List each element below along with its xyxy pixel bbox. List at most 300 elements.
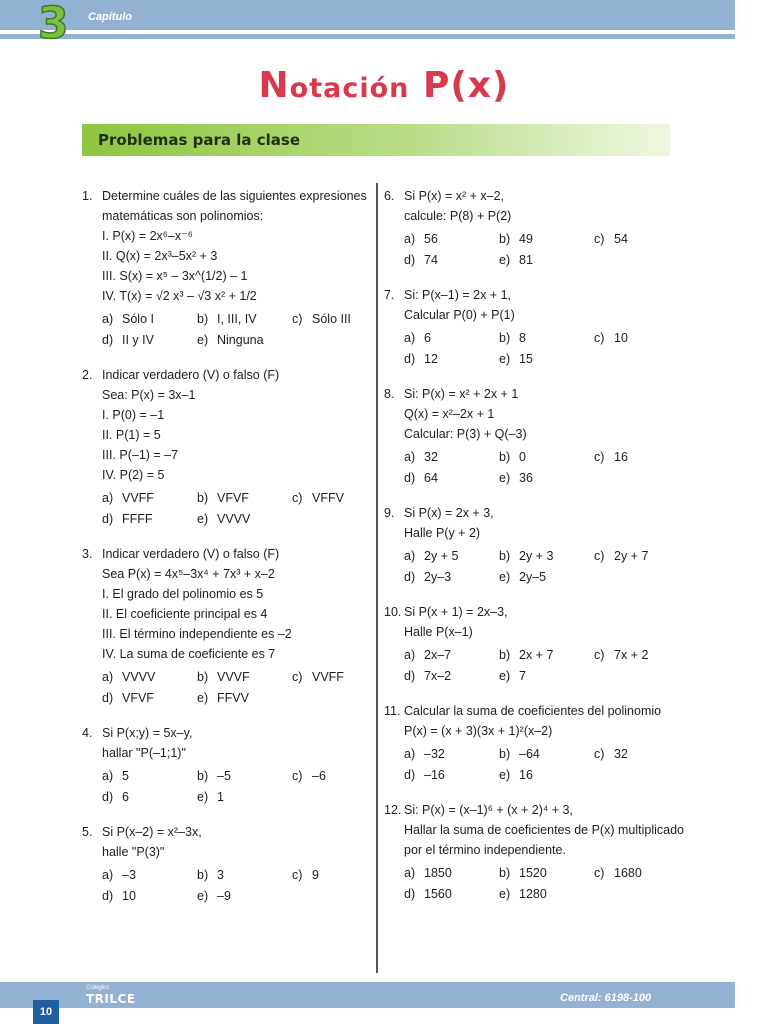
answer-option xyxy=(197,688,292,709)
option-letter: a) xyxy=(102,670,114,684)
problem-text: P(x) = (x + 3)(3x + 1)²(x–2) xyxy=(404,724,553,738)
option-letter: a) xyxy=(102,312,114,326)
problem-text: Si: P(x) = x² + 2x + 1 xyxy=(404,387,519,401)
problem-line xyxy=(384,305,684,325)
option-letter: c) xyxy=(594,450,605,464)
option-value: 6 xyxy=(424,331,431,345)
option-letter: e) xyxy=(499,669,511,683)
answer-options xyxy=(384,863,684,905)
option-value: 10 xyxy=(614,331,628,345)
problem-number: 5. xyxy=(82,825,93,839)
answer-option xyxy=(594,229,694,250)
title-second: P(x) xyxy=(422,65,510,106)
answer-option xyxy=(404,250,499,271)
option-value: –16 xyxy=(424,768,445,782)
option-letter: b) xyxy=(197,769,209,783)
answer-options xyxy=(82,865,372,907)
problem-number: 9. xyxy=(384,506,395,520)
option-letter: e) xyxy=(499,253,511,267)
answer-option xyxy=(102,688,197,709)
answer-option xyxy=(499,250,594,271)
option-value: VVVV xyxy=(217,512,251,526)
chapter-label: Capítulo xyxy=(88,11,132,23)
problem-line xyxy=(82,822,372,842)
option-value: 2y + 5 xyxy=(424,549,459,563)
problem-text: Calcular P(0) + P(1) xyxy=(404,308,515,322)
option-letter: d) xyxy=(102,333,114,347)
option-value: Sólo I xyxy=(122,312,154,326)
problem-text: Halle P(y + 2) xyxy=(404,526,481,540)
option-letter: b) xyxy=(499,866,511,880)
option-letter: e) xyxy=(197,889,209,903)
problem-line xyxy=(384,206,684,226)
problem-line xyxy=(384,424,684,444)
problem-text: I. P(x) = 2x⁶–x⁻⁶ xyxy=(102,229,193,243)
option-letter: d) xyxy=(102,889,114,903)
title-rest: otación xyxy=(289,73,410,104)
answer-option xyxy=(404,744,499,765)
problem-line xyxy=(384,384,684,404)
answer-option xyxy=(499,884,594,905)
problem-line xyxy=(82,644,372,664)
problem-text: III. P(–1) = –7 xyxy=(102,448,179,462)
answer-option xyxy=(499,744,594,765)
problem-line xyxy=(82,445,372,465)
option-value: I, III, IV xyxy=(217,312,257,326)
option-value: VVVV xyxy=(122,670,156,684)
option-value: VVFF xyxy=(122,491,154,505)
answer-option xyxy=(197,330,292,351)
option-value: 2y–3 xyxy=(424,570,452,584)
answer-option xyxy=(197,766,292,787)
problem-text: Hallar la suma de coeficientes de P(x) multiplicado xyxy=(404,823,684,837)
option-letter: b) xyxy=(499,648,511,662)
answer-option xyxy=(499,447,594,468)
option-letter: b) xyxy=(499,331,511,345)
option-value: 54 xyxy=(614,232,628,246)
option-letter: e) xyxy=(499,570,511,584)
answer-option xyxy=(197,488,292,509)
option-value: II y IV xyxy=(122,333,154,347)
option-value: 2y–5 xyxy=(519,570,547,584)
answer-option xyxy=(197,886,292,907)
problem-text: III. El término independiente es –2 xyxy=(102,627,292,641)
problem-text: halle "P(3)" xyxy=(102,845,165,859)
option-value: 32 xyxy=(424,450,438,464)
problem-line xyxy=(384,820,684,840)
option-letter: a) xyxy=(404,866,416,880)
answer-options xyxy=(82,667,372,709)
answer-option xyxy=(404,468,499,489)
problem-text: Sea P(x) = 4x⁵–3x⁴ + 7x³ + x–2 xyxy=(102,567,275,581)
option-letter: b) xyxy=(197,868,209,882)
option-letter: a) xyxy=(404,331,416,345)
option-letter: a) xyxy=(102,868,114,882)
problem-text: Sea: P(x) = 3x–1 xyxy=(102,388,196,402)
option-value: 2y + 3 xyxy=(519,549,554,563)
answer-option xyxy=(197,509,292,530)
problem-line xyxy=(82,544,372,564)
option-letter: d) xyxy=(404,570,416,584)
option-value: Ninguna xyxy=(217,333,264,347)
problem xyxy=(384,503,684,588)
answer-option xyxy=(292,865,392,886)
answer-options xyxy=(82,309,372,351)
left-column xyxy=(82,186,372,921)
option-letter: b) xyxy=(499,232,511,246)
problem-text: IV. La suma de coeficiente es 7 xyxy=(102,647,276,661)
option-value: Sólo III xyxy=(312,312,351,326)
problem-line xyxy=(82,743,372,763)
answer-option xyxy=(404,765,499,786)
option-letter: e) xyxy=(197,691,209,705)
answer-option xyxy=(499,328,594,349)
problem-line xyxy=(82,226,372,246)
answer-option xyxy=(499,666,594,687)
problem-line xyxy=(82,246,372,266)
option-letter: d) xyxy=(102,790,114,804)
problem xyxy=(384,285,684,370)
problem-line xyxy=(384,503,684,523)
option-value: 56 xyxy=(424,232,438,246)
option-letter: d) xyxy=(404,768,416,782)
problem-number: 11. xyxy=(384,704,401,718)
problem xyxy=(82,544,372,709)
option-value: –32 xyxy=(424,747,445,761)
answer-option xyxy=(594,863,694,884)
problem-line xyxy=(82,584,372,604)
answer-option xyxy=(404,447,499,468)
option-letter: d) xyxy=(404,253,416,267)
option-letter: e) xyxy=(499,471,511,485)
option-value: FFVV xyxy=(217,691,249,705)
option-value: 8 xyxy=(519,331,526,345)
option-letter: c) xyxy=(594,549,605,563)
problem-text: II. Q(x) = 2x³–5x² + 3 xyxy=(102,249,218,263)
answer-option xyxy=(499,645,594,666)
answer-option xyxy=(499,546,594,567)
problem-line xyxy=(384,404,684,424)
problem-line xyxy=(82,564,372,584)
page-title xyxy=(0,65,768,106)
answer-option xyxy=(197,865,292,886)
problem-text: Si P(x–2) = x²–3x, xyxy=(102,825,202,839)
problem-line xyxy=(384,721,684,741)
problem-number: 4. xyxy=(82,726,93,740)
problem-text: Determine cuáles de las siguientes expresiones xyxy=(102,189,367,203)
problem-text: hallar "P(–1;1)" xyxy=(102,746,186,760)
problem-text: matemáticas son polinomios: xyxy=(102,209,264,223)
problem xyxy=(384,800,684,905)
option-letter: b) xyxy=(499,549,511,563)
option-value: 5 xyxy=(122,769,129,783)
problem-text: Si: P(x–1) = 2x + 1, xyxy=(404,288,511,302)
option-letter: b) xyxy=(197,491,209,505)
answer-option xyxy=(292,766,392,787)
option-letter: a) xyxy=(404,747,416,761)
option-value: 16 xyxy=(614,450,628,464)
option-value: 2x + 7 xyxy=(519,648,554,662)
problem-number: 12. xyxy=(384,803,402,817)
problem-line xyxy=(384,800,684,820)
answer-option xyxy=(499,765,594,786)
option-letter: d) xyxy=(102,512,114,526)
problem xyxy=(384,602,684,687)
problem-number: 10. xyxy=(384,605,402,619)
problem-line xyxy=(82,266,372,286)
problem-line xyxy=(82,206,372,226)
option-value: VVFF xyxy=(312,670,344,684)
problem-number: 7. xyxy=(384,288,395,302)
problem-text: I. El grado del polinomio es 5 xyxy=(102,587,264,601)
option-letter: c) xyxy=(292,491,303,505)
header-line xyxy=(0,34,735,39)
option-letter: c) xyxy=(594,866,605,880)
answer-option xyxy=(102,787,197,808)
problem-text: IV. T(x) = √2 x³ – √3 x² + 1/2 xyxy=(102,289,257,303)
answer-options xyxy=(82,766,372,808)
option-letter: b) xyxy=(499,747,511,761)
problem xyxy=(82,186,372,351)
option-letter: c) xyxy=(292,670,303,684)
option-letter: d) xyxy=(102,691,114,705)
answer-options xyxy=(384,447,684,489)
problem-line xyxy=(82,186,372,206)
problem-line xyxy=(82,425,372,445)
problem-text: II. El coeficiente principal es 4 xyxy=(102,607,268,621)
option-letter: a) xyxy=(404,450,416,464)
option-value: 9 xyxy=(312,868,319,882)
answer-option xyxy=(404,546,499,567)
problem-line xyxy=(82,365,372,385)
answer-option xyxy=(197,309,292,330)
problem-text: III. S(x) = x⁵ – 3x^(1/2) – 1 xyxy=(102,269,248,283)
problem-line xyxy=(384,602,684,622)
problem-text: Indicar verdadero (V) o falso (F) xyxy=(102,547,280,561)
answer-option xyxy=(404,863,499,884)
right-column xyxy=(384,186,684,919)
option-value: 16 xyxy=(519,768,533,782)
answer-option xyxy=(102,865,197,886)
answer-option xyxy=(197,667,292,688)
option-letter: c) xyxy=(594,331,605,345)
answer-option xyxy=(404,349,499,370)
answer-option xyxy=(594,645,694,666)
option-letter: c) xyxy=(594,648,605,662)
option-value: 7 xyxy=(519,669,526,683)
answer-options xyxy=(384,328,684,370)
option-value: 1 xyxy=(217,790,224,804)
answer-option xyxy=(499,349,594,370)
option-letter: e) xyxy=(499,352,511,366)
problem-line xyxy=(384,622,684,642)
answer-option xyxy=(594,447,694,468)
option-letter: a) xyxy=(102,491,114,505)
option-value: 2y + 7 xyxy=(614,549,649,563)
problem-text: Calcular: P(3) + Q(–3) xyxy=(404,427,527,441)
central-phone: Central: 6198-100 xyxy=(560,992,652,1004)
problem-text: Q(x) = x²–2x + 1 xyxy=(404,407,495,421)
option-letter: e) xyxy=(197,790,209,804)
answer-option xyxy=(102,330,197,351)
answer-option xyxy=(102,309,197,330)
problem-line xyxy=(384,701,684,721)
option-value: 74 xyxy=(424,253,438,267)
problem-number: 2. xyxy=(82,368,93,382)
option-letter: d) xyxy=(404,887,416,901)
option-value: 10 xyxy=(122,889,136,903)
answer-option xyxy=(404,229,499,250)
problem-line xyxy=(82,465,372,485)
option-value: 12 xyxy=(424,352,438,366)
answer-options xyxy=(384,229,684,271)
answer-option xyxy=(102,886,197,907)
option-letter: c) xyxy=(594,232,605,246)
answer-option xyxy=(102,766,197,787)
logo: TRILCE xyxy=(86,992,136,1006)
problem-number: 1. xyxy=(82,189,93,203)
option-value: VVVF xyxy=(217,670,250,684)
problem-line xyxy=(82,385,372,405)
chapter-number: 3 xyxy=(38,0,69,49)
option-value: –64 xyxy=(519,747,540,761)
option-value: FFFF xyxy=(122,512,153,526)
answer-option xyxy=(292,488,392,509)
option-value: 64 xyxy=(424,471,438,485)
problem-text: por el término independiente. xyxy=(404,843,566,857)
answer-options xyxy=(384,744,684,786)
option-value: 36 xyxy=(519,471,533,485)
problem xyxy=(384,186,684,271)
option-value: 81 xyxy=(519,253,533,267)
answer-option xyxy=(102,667,197,688)
logo-small: Colegios xyxy=(86,985,110,991)
answer-option xyxy=(197,787,292,808)
problem-line xyxy=(384,285,684,305)
problem xyxy=(82,723,372,808)
column-divider xyxy=(376,183,378,973)
option-letter: e) xyxy=(499,887,511,901)
problem xyxy=(384,384,684,489)
option-letter: a) xyxy=(404,549,416,563)
answer-option xyxy=(404,666,499,687)
problem-line xyxy=(82,842,372,862)
option-letter: a) xyxy=(102,769,114,783)
option-letter: c) xyxy=(292,868,303,882)
option-value: 2x–7 xyxy=(424,648,452,662)
answer-option xyxy=(499,567,594,588)
option-letter: b) xyxy=(197,312,209,326)
option-value: 7x + 2 xyxy=(614,648,649,662)
problem-text: Si: P(x) = (x–1)⁶ + (x + 2)⁴ + 3, xyxy=(404,803,573,817)
problem-text: Si P(x;y) = 5x–y, xyxy=(102,726,193,740)
problem-text: Halle P(x–1) xyxy=(404,625,473,639)
section-title: Problemas para la clase xyxy=(98,131,300,149)
option-value: –9 xyxy=(217,889,231,903)
option-value: 3 xyxy=(217,868,224,882)
option-letter: c) xyxy=(292,769,303,783)
option-value: VFVF xyxy=(122,691,154,705)
answer-option xyxy=(292,667,392,688)
answer-option xyxy=(499,229,594,250)
answer-options xyxy=(82,488,372,530)
option-letter: c) xyxy=(292,312,303,326)
option-letter: b) xyxy=(197,670,209,684)
answer-option xyxy=(594,744,694,765)
answer-option xyxy=(499,863,594,884)
problem-text: Si P(x) = x² + x–2, xyxy=(404,189,505,203)
option-value: 6 xyxy=(122,790,129,804)
page-number: 10 xyxy=(33,1000,59,1024)
option-value: VFFV xyxy=(312,491,344,505)
problem-text: calcule: P(8) + P(2) xyxy=(404,209,512,223)
title-initial: N xyxy=(258,65,290,106)
problem-number: 3. xyxy=(82,547,93,561)
answer-option xyxy=(102,488,197,509)
answer-options xyxy=(384,546,684,588)
answer-options xyxy=(384,645,684,687)
answer-option xyxy=(102,509,197,530)
problem xyxy=(82,365,372,530)
option-letter: d) xyxy=(404,471,416,485)
problem-number: 8. xyxy=(384,387,395,401)
problem-line xyxy=(82,286,372,306)
problem-text: Calcular la suma de coeficientes del polinomio xyxy=(404,704,662,718)
option-value: 0 xyxy=(519,450,526,464)
option-value: 49 xyxy=(519,232,533,246)
problem-text: Si P(x + 1) = 2x–3, xyxy=(404,605,508,619)
answer-option xyxy=(404,328,499,349)
answer-option xyxy=(404,884,499,905)
option-letter: e) xyxy=(197,512,209,526)
answer-option xyxy=(594,546,694,567)
option-value: 1680 xyxy=(614,866,642,880)
problem-text: I. P(0) = –1 xyxy=(102,408,165,422)
problem-line xyxy=(384,840,684,860)
problem-line xyxy=(82,405,372,425)
option-value: VFVF xyxy=(217,491,249,505)
problem-number: 6. xyxy=(384,189,395,203)
answer-option xyxy=(594,328,694,349)
problem-line xyxy=(82,604,372,624)
option-letter: e) xyxy=(197,333,209,347)
problem xyxy=(384,701,684,786)
problem-text: IV. P(2) = 5 xyxy=(102,468,165,482)
option-letter: a) xyxy=(404,232,416,246)
option-value: –5 xyxy=(217,769,231,783)
answer-option xyxy=(404,645,499,666)
option-value: 1850 xyxy=(424,866,452,880)
problem-line xyxy=(82,624,372,644)
problem-text: II. P(1) = 5 xyxy=(102,428,161,442)
problem-line xyxy=(82,723,372,743)
option-value: 7x–2 xyxy=(424,669,452,683)
answer-option xyxy=(499,468,594,489)
answer-option xyxy=(292,309,392,330)
option-value: 32 xyxy=(614,747,628,761)
option-value: –6 xyxy=(312,769,326,783)
option-letter: a) xyxy=(404,648,416,662)
option-letter: d) xyxy=(404,352,416,366)
problem-text: Indicar verdadero (V) o falso (F) xyxy=(102,368,280,382)
problem-line xyxy=(384,186,684,206)
problem xyxy=(82,822,372,907)
option-value: –3 xyxy=(122,868,136,882)
option-letter: c) xyxy=(594,747,605,761)
option-value: 15 xyxy=(519,352,533,366)
option-letter: b) xyxy=(499,450,511,464)
option-value: 1560 xyxy=(424,887,452,901)
